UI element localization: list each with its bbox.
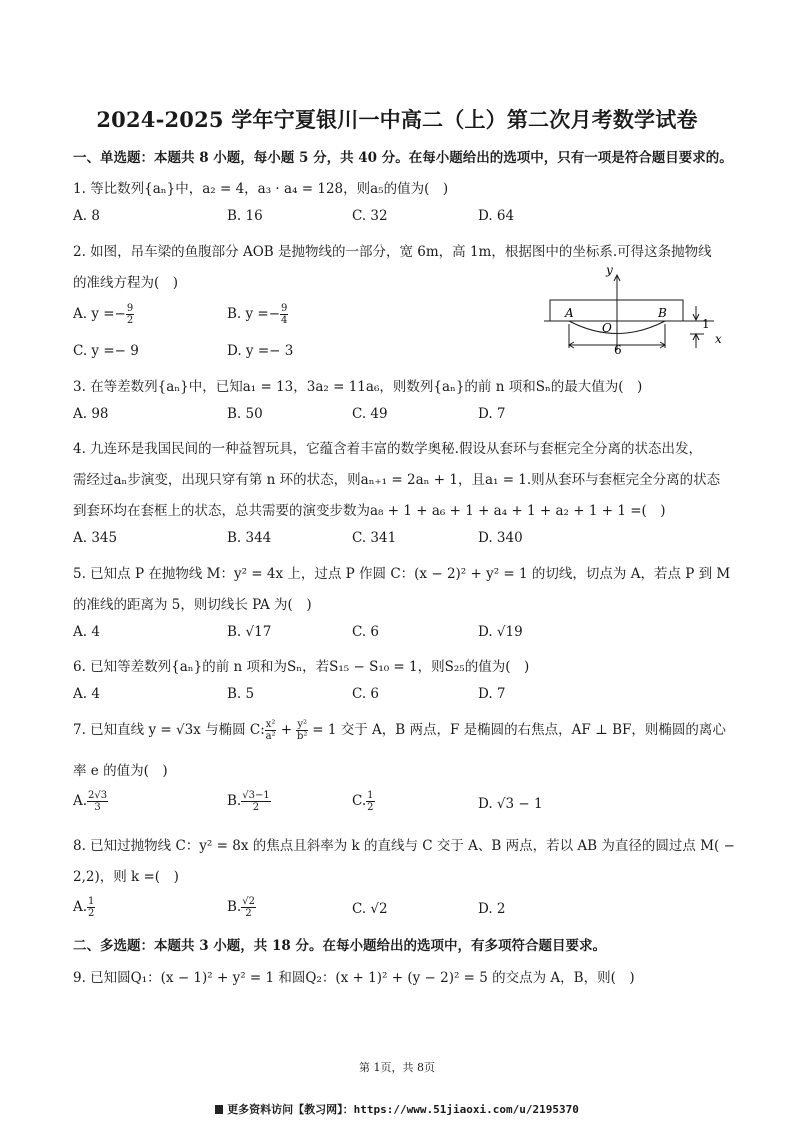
question-1-option-b: B. 16 [227,208,263,224]
question-4-option-c: C. 341 [352,530,397,546]
question-4-option-a: A. 345 [73,530,118,546]
question-2-stem-line1: 2. 如图，吊车梁的鱼腹部分 AOB 是抛物线的一部分，宽 6m，高 1m，根据图中的坐标系.可得这条抛物线 [73,244,712,260]
section-heading-single-choice: 一、单选题：本题共 8 小题，每小题 5 分，共 40 分。在每小题给出的选项中，只有一项是符合题目要求的。 [73,150,733,166]
question-1-option-d: D. 64 [478,208,515,224]
figure-label-o: O [602,321,612,335]
question-8-option-d: D. 2 [478,901,506,917]
question-6-option-d: D. 7 [478,686,506,702]
flag-icon [215,1105,223,1114]
question-3-option-a: A. 98 [73,406,109,422]
question-5-option-b: B. √17 [227,624,272,640]
figure-label-b: B [658,306,667,320]
question-7-option-b: B. $\frac{√3-1}{2}$ [227,790,270,813]
question-6-option-b: B. 5 [227,686,255,702]
question-5-option-a: A. 4 [73,624,100,640]
question-7-option-d: D. √3 − 1 [478,796,543,812]
figure-label-x: x [715,332,722,346]
question-5-option-c: C. 6 [352,624,380,640]
section-heading-multiple-choice: 二、多选题：本题共 3 小题，共 18 分。在每小题给出的选项中，有多项符合题目要求。 [73,938,606,954]
question-2-option-d: D. y =− 3 [227,343,294,359]
question-1-option-a: A. 8 [73,208,100,224]
question-4-option-d: D. 340 [478,530,523,546]
figure-label-y: y [606,263,613,277]
question-2-option-c: C. y =− 9 [73,343,139,359]
question-4-option-b: B. 344 [227,530,272,546]
figure-label-height: 1 [702,317,710,331]
question-7-option-a: A. $\frac{2√3}{3}$ [73,790,108,813]
page-footer: 第 1页，共 8页 [359,1061,435,1074]
question-6-option-a: A. 4 [73,686,100,702]
question-4-stem-line2: 需经过aₙ步演变，出现只穿有第 n 环的状态，则aₙ₊₁ = 2aₙ + 1，且a₁ = 1.则从套环与套框完全分离的状态 [73,472,721,488]
question-8-stem-line1: 8. 已知过抛物线 C：y² = 8x 的焦点且斜率为 k 的直线与 C 交于 A、B 两点，若以 AB 为直径的圆过点 M( − [73,838,735,854]
question-3-stem: 3. 在等差数列{aₙ}中，已知a₁ = 13，3a₂ = 11a₆，则数列{aₙ}的前 n 项和Sₙ的最大值为( ) [73,379,643,395]
question-2-option-a: A. y =− $\frac{9}{2}$ [73,303,134,326]
question-9-stem: 9. 已知圆Q₁：(x − 1)² + y² = 1 和圆Q₂：(x + 1)² + (y − 2)² = 5 的交点为 A，B，则( ) [73,970,635,986]
question-2-option-b: B. y =− $\frac{9}{4}$ [227,303,288,326]
question-1-stem: 1. 等比数列{aₙ}中，a₂ = 4，a₃ · a₄ = 128，则a₅的值为( ) [73,181,449,197]
question-5-option-d: D. √19 [478,624,523,640]
crane-beam-figure [544,262,734,354]
question-3-option-b: B. 50 [227,406,263,422]
question-7-option-c: C. $\frac{1}{2}$ [352,790,374,813]
question-3-option-d: D. 7 [478,406,506,422]
question-7-stem-line2: 率 e 的值为( ) [73,763,168,779]
question-8-stem-line2: 2,2)，则 k =( ) [73,869,179,885]
question-8-option-c: C. √2 [352,901,388,917]
resource-banner[interactable] [0,1101,794,1117]
question-5-stem-line1: 5. 已知点 P 在抛物线 M：y² = 4x 上，过点 P 作圆 C：(x − 2)² + y² = 1 的切线，切点为 A，若点 P 到 M [73,566,731,582]
question-6-option-c: C. 6 [352,686,380,702]
question-2-stem-line2: 的准线方程为( ) [73,275,179,291]
resource-banner-text: 更多资料访问【教习网】：https://www.51jiaoxi.com/u/2195370 [227,1103,579,1116]
page-title: 2024-2025 学年宁夏银川一中高二（上）第二次月考数学试卷 [96,107,698,132]
figure-label-a: A [565,306,574,320]
question-4-stem-line1: 4. 九连环是我国民间的一种益智玩具，它蕴含着丰富的数学奥秘.假设从套环与套框完全分离的状态出发， [73,441,702,457]
question-1-option-c: C. 32 [352,208,388,224]
question-8-option-b: B. $\frac{√2}{2}$ [227,896,255,919]
question-8-option-a: A. $\frac{1}{2}$ [73,896,95,919]
figure-label-width: 6 [614,343,622,354]
question-6-stem: 6. 已知等差数列{aₙ}的前 n 项和为Sₙ，若S₁₅ − S₁₀ = 1，则S₂₅的值为( ) [73,659,530,675]
question-3-option-c: C. 49 [352,406,388,422]
question-4-stem-line3: 到套环均在套框上的状态，总共需要的演变步数为a₈ + 1 + a₆ + 1 + a₄ + 1 + a₂ + 1 + 1 =( ) [73,503,666,519]
question-5-stem-line2: 的准线的距离为 5，则切线长 PA 为( ) [73,597,312,613]
question-7-stem-line1: 7. 已知直线 y = √3x 与椭圆 C: $\frac{\text{x²}}{\text{a²}}$ + $\frac{\text{y²}}{\text{b²}}$ = 1 交于 A，B 两点，F 是椭圆的右焦点，AF ⊥ BF，则椭圆的离心 [73,719,726,742]
